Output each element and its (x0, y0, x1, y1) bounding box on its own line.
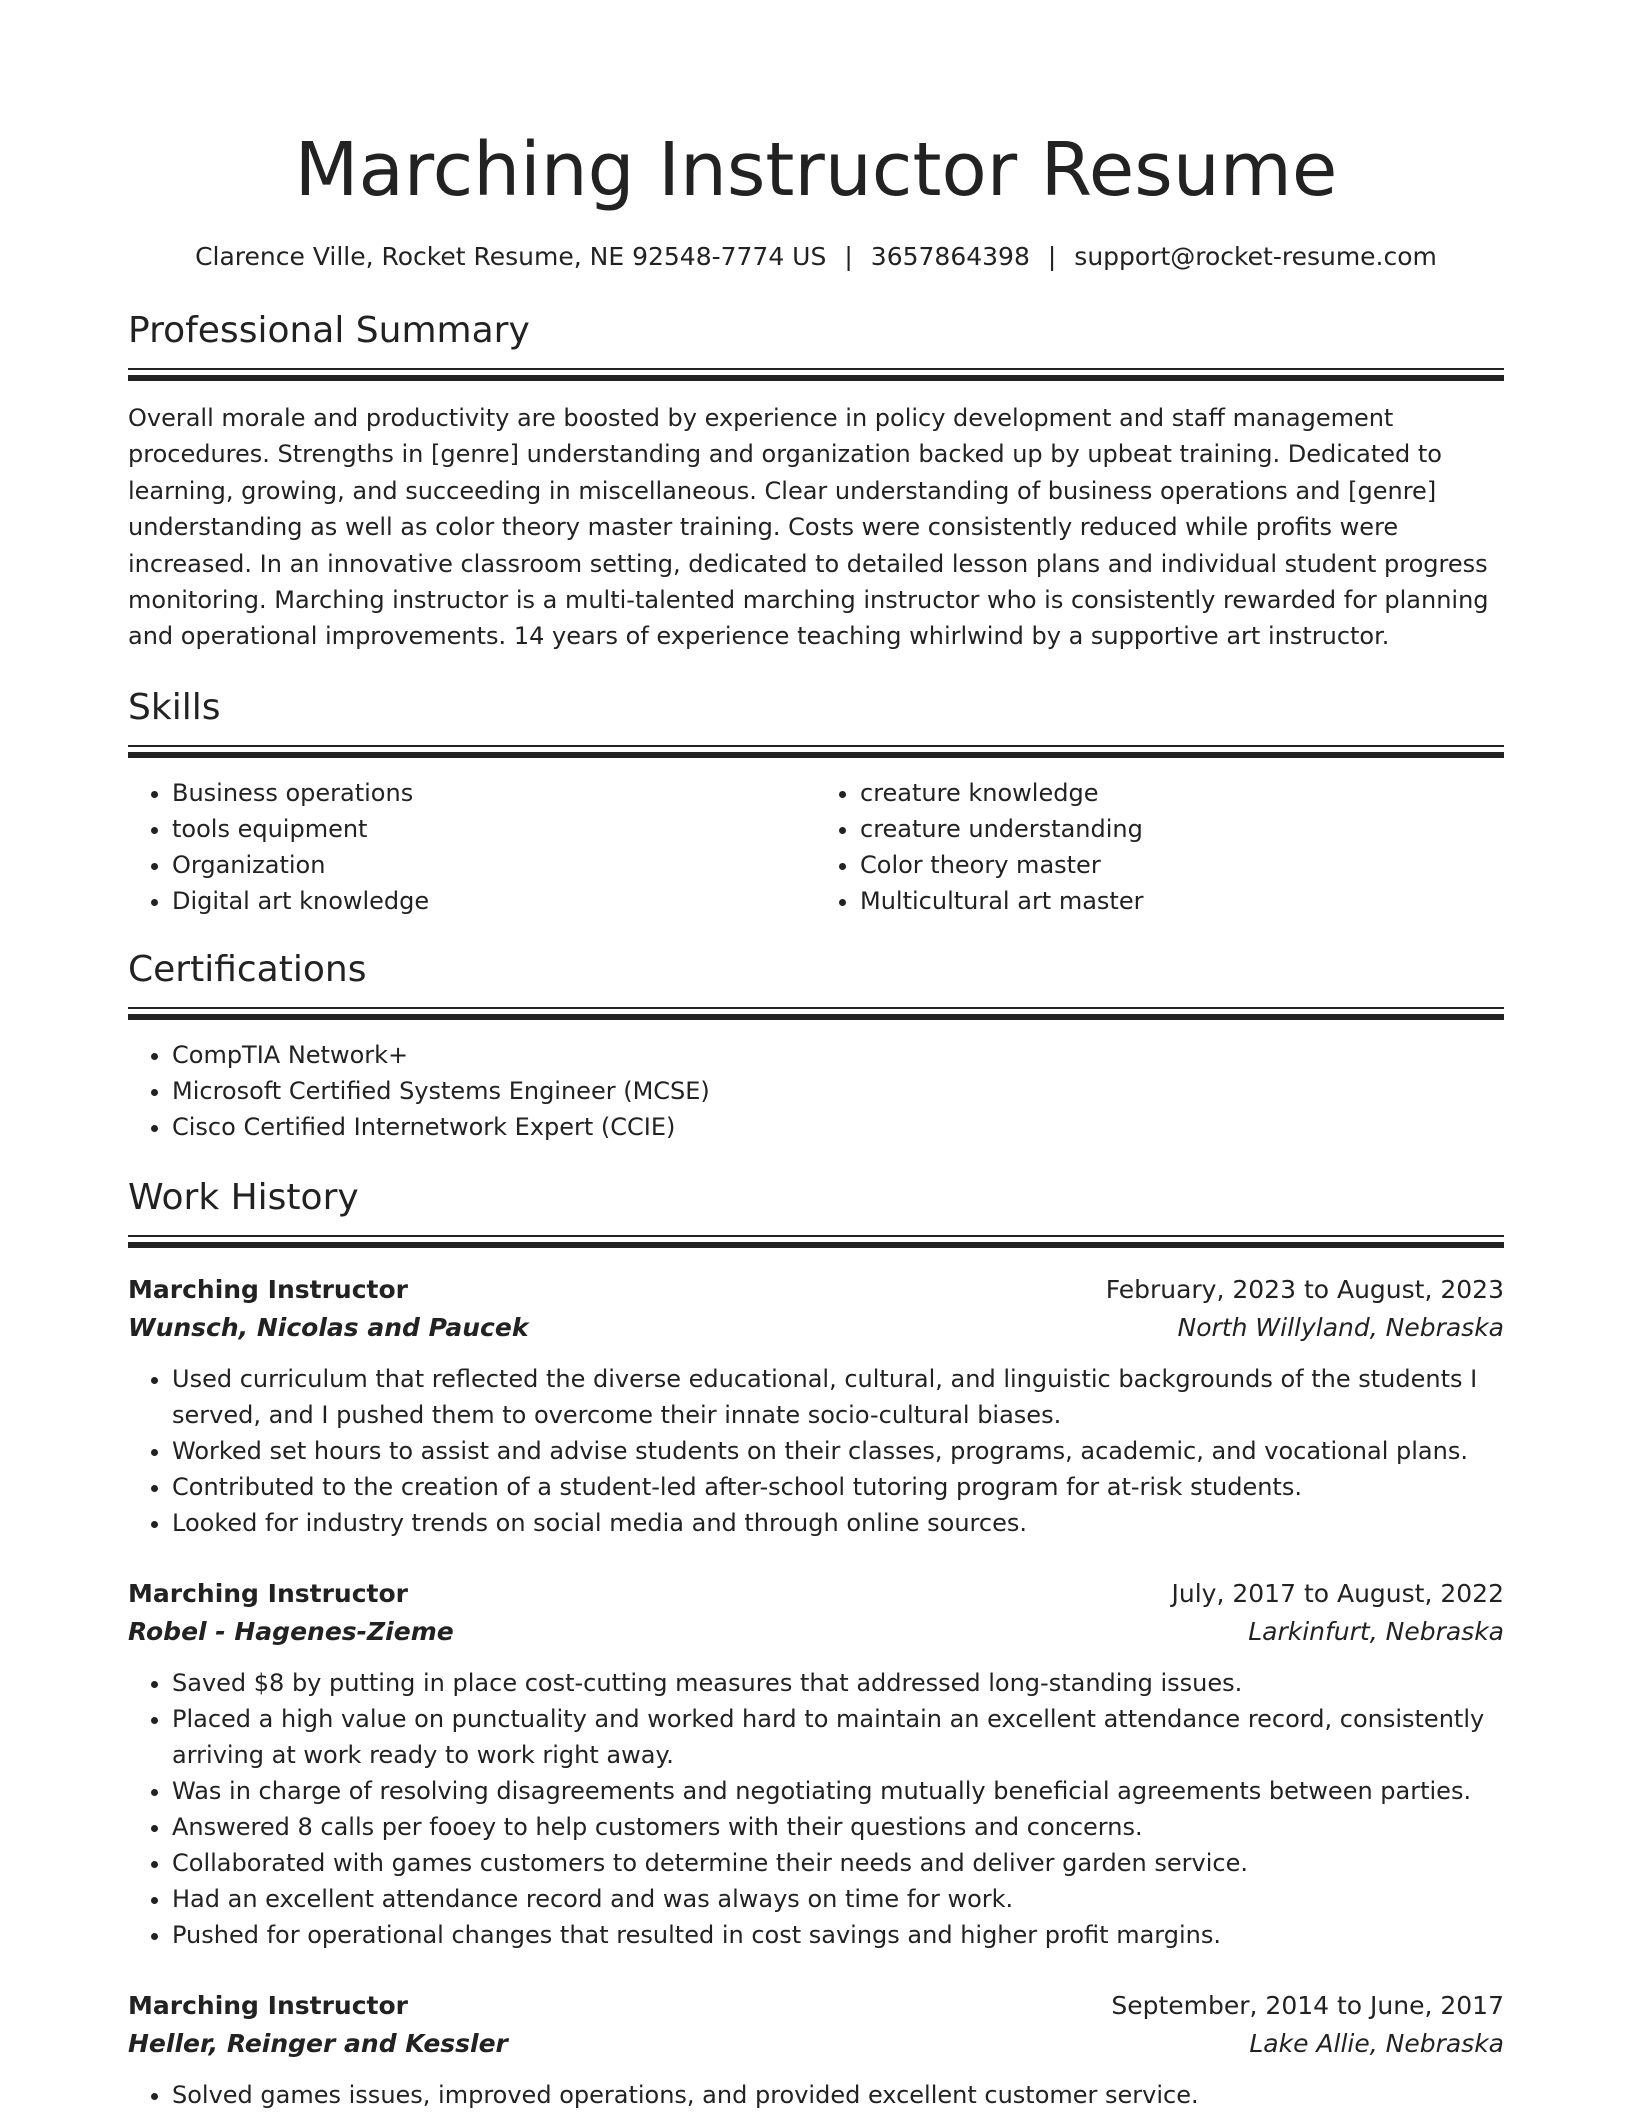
job-company: Heller, Reinger and Kessler (128, 2028, 508, 2058)
work-history-heading: Work History (128, 1176, 359, 1218)
contact-separator: | (844, 242, 853, 271)
job-bullet: • Had an excellent attendance record and was always on time for work. (172, 1881, 1504, 1917)
skills-grid (128, 775, 1504, 919)
job-title: Marching Instructor (128, 1274, 408, 1304)
job-location: North Willyland, Nebraska (1177, 1312, 1504, 1342)
job-entry (128, 1271, 1504, 1541)
skill-item: • Multicultural art master (860, 883, 1504, 919)
job-company: Robel - Hagenes-Zieme (128, 1616, 454, 1646)
job-subheader-row (128, 1613, 1504, 1651)
contact-line (128, 238, 1504, 276)
job-bullet: • Pushed for operational changes that resulted in cost savings and higher profit margins. (172, 1917, 1504, 1953)
skill-item: • Business operations (172, 775, 816, 811)
work-history-section (128, 1173, 1504, 2113)
skills-heading: Skills (128, 686, 221, 728)
job-bullet: • Looked for industry trends on social media and through online sources. (172, 1505, 1504, 1541)
job-bullet: • Was in charge of resolving disagreements and negotiating mutually beneficial agreements between parties. (172, 1773, 1504, 1809)
job-header-row (128, 1987, 1504, 2025)
job-bullet: • Collaborated with games customers to determine their needs and deliver garden service. (172, 1845, 1504, 1881)
job-subheader-row (128, 2025, 1504, 2063)
skills-list-left (128, 775, 816, 919)
job-company: Wunsch, Nicolas and Paucek (128, 1312, 529, 1342)
skill-item: • Organization (172, 847, 816, 883)
job-bullet: • Contributed to the creation of a student-led after-school tutoring program for at-risk students. (172, 1469, 1504, 1505)
resume-title: Marching Instructor Resume (294, 127, 1338, 213)
certifications-list (128, 1037, 1504, 1145)
job-title: Marching Instructor (128, 1578, 408, 1608)
skills-list-right (816, 775, 1504, 919)
job-bullet: • Used curriculum that reflected the diverse educational, cultural, and linguistic backgrounds of the students I served, and I pushed them to overcome their innate socio-cultural biases. (172, 1361, 1504, 1433)
contact-address: Clarence Ville, Rocket Resume, NE 92548-7774 US (195, 242, 827, 271)
job-dates: September, 2014 to June, 2017 (1111, 1990, 1504, 2020)
certification-item: • Cisco Certified Internetwork Expert (CCIE) (172, 1109, 1504, 1145)
certification-item: • Microsoft Certified Systems Engineer (MCSE) (172, 1073, 1504, 1109)
job-dates: July, 2017 to August, 2022 (1171, 1578, 1504, 1608)
job-bullets (128, 1665, 1504, 1953)
job-title: Marching Instructor (128, 1990, 408, 2020)
job-bullet: • Saved $8 by putting in place cost-cutting measures that addressed long-standing issues. (172, 1665, 1504, 1701)
job-location: Lake Allie, Nebraska (1249, 2028, 1504, 2058)
summary-text: Overall morale and productivity are boosted by experience in policy development and staff management procedures. Strengths in [genre] understanding and organization backed up by upbeat training. Dedicated to learning, growing, and succeeding in miscellaneous. Clear understanding of business operations and [genre] understanding as well as color theory master training. Costs were consistently reduced while profits were increased. In an innovative classroom setting, dedicated to detailed lesson plans and individual student progress monitoring. Marching instructor is a multi-talented marching instructor who is consistently rewarded for planning and operational improvements. 14 years of experience teaching whirlwind by a supportive art instructor. (128, 404, 1489, 651)
job-entry (128, 1987, 1504, 2113)
resume-page (128, 0, 1504, 2113)
contact-phone: 3657864398 (870, 242, 1030, 271)
job-dates: February, 2023 to August, 2023 (1105, 1274, 1504, 1304)
job-bullet: • Placed a high value on punctuality and worked hard to maintain an excellent attendance record, consistently arriving at work ready to work right away. (172, 1701, 1504, 1773)
section-divider (128, 368, 1504, 382)
certification-item: • CompTIA Network+ (172, 1037, 1504, 1073)
summary-heading: Professional Summary (128, 310, 530, 351)
certifications-section (128, 945, 1504, 1145)
skills-section (128, 683, 1504, 919)
summary-section (128, 306, 1504, 655)
section-divider (128, 1007, 1504, 1021)
skill-item: • creature understanding (860, 811, 1504, 847)
section-divider (128, 745, 1504, 759)
job-subheader-row (128, 1309, 1504, 1347)
skill-item: • tools equipment (172, 811, 816, 847)
skill-item: • Color theory master (860, 847, 1504, 883)
job-entry (128, 1575, 1504, 1953)
job-bullet: • Answered 8 calls per fooey to help customers with their questions and concerns. (172, 1809, 1504, 1845)
section-divider (128, 1235, 1504, 1249)
skill-item: • Digital art knowledge (172, 883, 816, 919)
job-location: Larkinfurt, Nebraska (1248, 1616, 1504, 1646)
contact-separator: | (1047, 242, 1057, 271)
job-header-row (128, 1271, 1504, 1309)
job-bullets (128, 1361, 1504, 1541)
job-bullet: • Worked set hours to assist and advise students on their classes, programs, academic, and vocational plans. (172, 1433, 1504, 1469)
job-bullets (128, 2077, 1504, 2113)
job-header-row (128, 1575, 1504, 1613)
job-bullet: • Solved games issues, improved operations, and provided excellent customer service. (172, 2077, 1504, 2113)
contact-email: support@rocket-resume.com (1074, 242, 1437, 271)
certifications-heading: Certifications (128, 948, 367, 990)
skill-item: • creature knowledge (860, 775, 1504, 811)
